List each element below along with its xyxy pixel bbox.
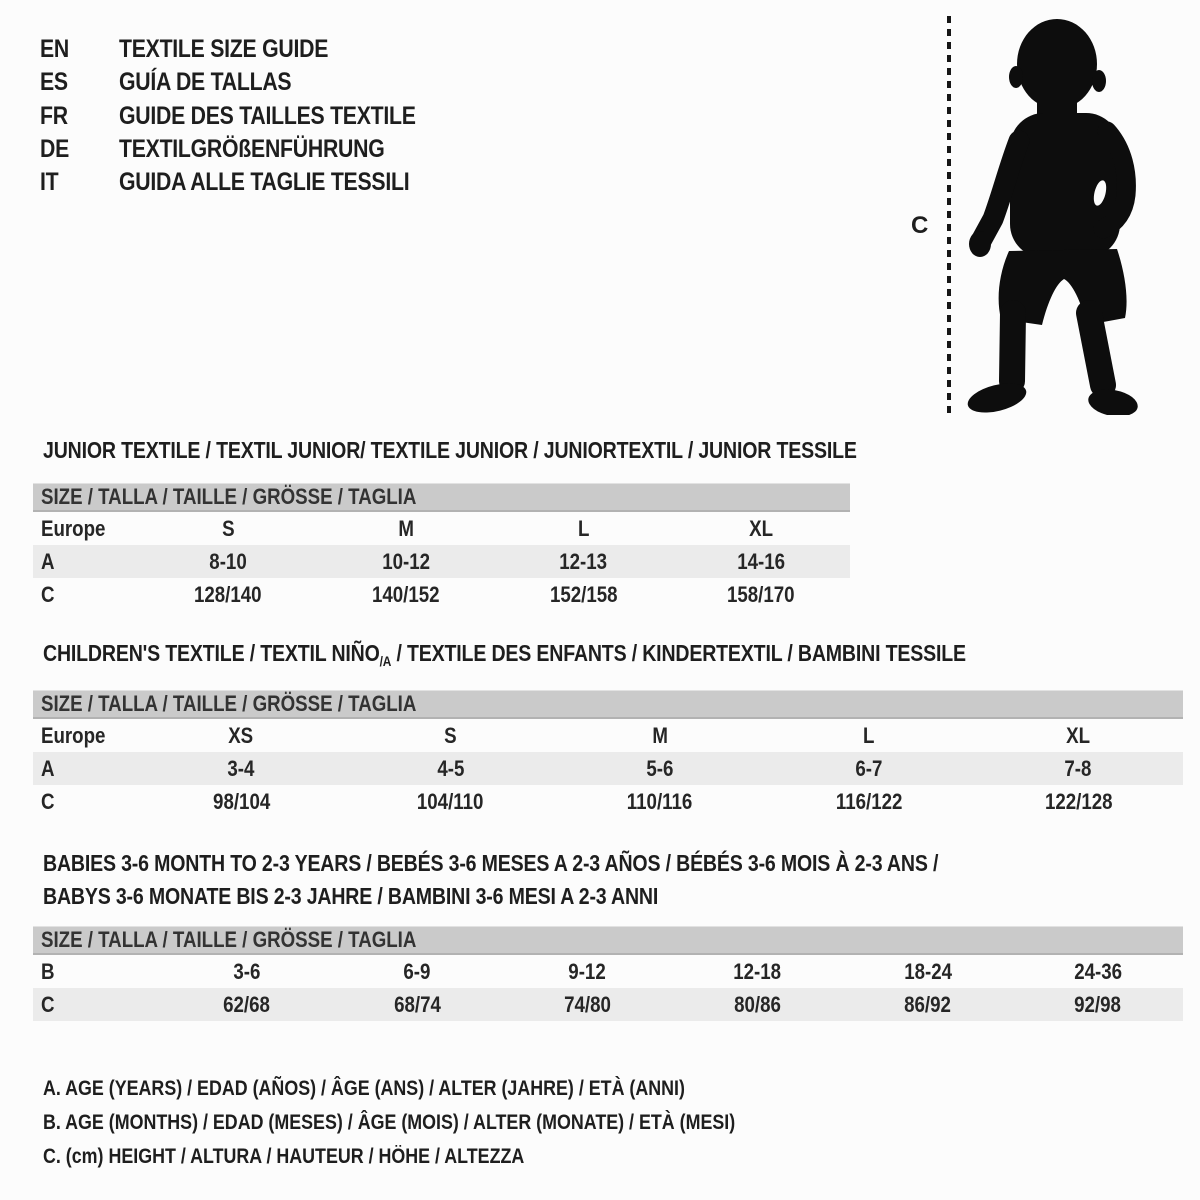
cell-text: 74/80 (563, 991, 611, 1017)
size-value-cell (139, 545, 317, 578)
size-value-cell (346, 752, 555, 785)
cell-text: 116/122 (835, 788, 903, 814)
cell-text: 128/140 (194, 581, 262, 607)
row-label-cell (33, 988, 162, 1021)
section-title-text-line2: BABYS 3-6 MONATE BIS 2-3 JAHRE / BAMBINI 3-6 MESI A 2-3 ANNI (43, 883, 659, 909)
language-title: GUÍA DE TALLAS (119, 68, 292, 97)
size-value-cell (764, 719, 973, 752)
cell-text: 10-12 (381, 548, 430, 574)
row-label-cell (33, 719, 137, 752)
footnote-a: A. AGE (YEARS) / EDAD (AÑOS) / ÂGE (ANS) / ALTER (JAHRE) / ETÀ (ANNI) (43, 1077, 685, 1100)
cell-text: 80/86 (734, 991, 781, 1017)
size-value-cell (346, 785, 555, 818)
size-value-cell (1013, 955, 1183, 988)
size-value-cell (332, 988, 502, 1021)
cell-text: C (41, 991, 55, 1017)
language-code: DE (40, 135, 70, 164)
cell-text: Europe (41, 515, 106, 541)
size-value-cell (139, 512, 317, 545)
size-value-cell (672, 578, 850, 611)
cell-text: 6-9 (403, 958, 431, 984)
cell-text: M (651, 722, 668, 748)
size-value-cell (137, 752, 346, 785)
size-value-cell (317, 545, 495, 578)
height-measure-label: C (911, 212, 929, 239)
size-value-cell (974, 785, 1183, 818)
footnote-b: B. AGE (MONTHS) / EDAD (MESES) / ÂGE (MOIS) / ALTER (MONATE) / ETÀ (MESI) (43, 1111, 736, 1134)
cell-text: Europe (41, 722, 106, 748)
language-row (40, 66, 468, 99)
cell-text: 122/128 (1044, 788, 1113, 814)
size-value-cell (555, 752, 764, 785)
row-label-cell (33, 752, 137, 785)
size-value-cell (555, 785, 764, 818)
language-title: GUIDE DES TAILLES TEXTILE (119, 101, 416, 130)
cell-text: M (397, 515, 414, 541)
size-header-text: SIZE / TALLA / TAILLE / GRÖSSE / TAGLIA (41, 927, 417, 952)
section-title-text: CHILDREN'S TEXTILE / TEXTIL $NIÑO_{/A}$ / TEXTILE DES ENFANTS / KINDERTEXTIL / BAMBINI TESSILE (43, 640, 966, 669)
section-title-babies (43, 847, 1096, 913)
size-value-cell (672, 545, 850, 578)
junior-size-table (33, 483, 850, 611)
cell-text: 8-10 (209, 548, 247, 574)
cell-text: S (221, 515, 235, 541)
cell-text: 62/68 (223, 991, 271, 1017)
cell-text: B (41, 958, 55, 984)
junior-table (33, 512, 850, 611)
silhouette-left-leg (1012, 313, 1013, 381)
size-value-cell (346, 719, 555, 752)
cell-text: 104/110 (417, 788, 484, 814)
size-value-cell (764, 752, 973, 785)
section-title-text-line1: BABIES 3-6 MONTH TO 2-3 YEARS / BEBÉS 3-6 MESES A 2-3 AÑOS / BÉBÉS 3-6 MOIS À 2-3 ANS / (43, 850, 939, 876)
language-code: EN (40, 35, 70, 64)
footnote-c: C. (cm) HEIGHT / ALTURA / HAUTEUR / HÖHE / ALTEZZA (43, 1145, 525, 1168)
child-silhouette-image (965, 13, 1145, 415)
size-value-cell (502, 955, 672, 988)
language-code: ES (40, 68, 68, 97)
size-value-cell (843, 955, 1013, 988)
size-value-cell (502, 988, 672, 1021)
language-title: TEXTILE SIZE GUIDE (119, 35, 329, 64)
table-row (33, 545, 850, 578)
cell-text: 12-18 (733, 958, 782, 984)
language-row (40, 166, 468, 199)
silhouette-right-leg (1089, 313, 1103, 385)
cell-text: XL (749, 515, 774, 541)
language-code: FR (40, 101, 68, 130)
language-row (40, 100, 468, 133)
cell-text: 7-8 (1064, 755, 1092, 781)
children-table (33, 719, 1183, 818)
table-row (33, 512, 850, 545)
row-label-cell (33, 785, 137, 818)
cell-text: A (41, 755, 55, 781)
cell-text: XL (1066, 722, 1091, 748)
size-value-cell (974, 752, 1183, 785)
row-label-cell (33, 578, 139, 611)
section-title-junior (43, 437, 1000, 464)
cell-text: S (444, 722, 457, 748)
cell-text: 140/152 (371, 581, 440, 607)
cell-text: XS (228, 722, 254, 748)
cell-text: 12-13 (559, 548, 608, 574)
size-value-cell (974, 719, 1183, 752)
language-code: IT (40, 168, 59, 197)
cell-text: 4-5 (436, 755, 464, 781)
cell-text: 3-6 (233, 958, 261, 984)
table-row (33, 752, 1183, 785)
cell-text: 14-16 (737, 548, 786, 574)
size-value-cell (317, 512, 495, 545)
cell-text: 98/104 (212, 788, 270, 814)
cell-text: C (41, 581, 55, 607)
language-title-list (40, 33, 468, 199)
size-value-cell (1013, 988, 1183, 1021)
cell-text: 3-4 (227, 755, 255, 781)
size-header-bar (33, 926, 1183, 955)
size-value-cell (332, 955, 502, 988)
size-value-cell (137, 785, 346, 818)
table-row (33, 988, 1183, 1021)
cell-text: 18-24 (903, 958, 952, 984)
cell-text: 68/74 (393, 991, 441, 1017)
size-value-cell (672, 512, 850, 545)
language-title: TEXTILGRÖßENFÜHRUNG (119, 135, 385, 164)
cell-text: 24-36 (1073, 958, 1122, 984)
cell-text: 5-6 (646, 755, 674, 781)
size-value-cell (495, 545, 673, 578)
size-value-cell (672, 988, 842, 1021)
size-value-cell (317, 578, 495, 611)
size-header-bar (33, 483, 850, 512)
cell-text: 9-12 (568, 958, 606, 984)
footnote-legend (43, 1072, 857, 1174)
language-row (40, 133, 468, 166)
size-header-text: SIZE / TALLA / TAILLE / GRÖSSE / TAGLIA (41, 484, 417, 509)
cell-text: 110/116 (626, 788, 693, 814)
babies-table (33, 955, 1183, 1021)
row-label-cell (33, 545, 139, 578)
table-row (33, 578, 850, 611)
size-value-cell (672, 955, 842, 988)
section-title-text: JUNIOR TEXTILE / TEXTIL JUNIOR/ TEXTILE JUNIOR / JUNIORTEXTIL / JUNIOR TESSILE (43, 437, 857, 463)
section-title-children (43, 640, 1129, 669)
cell-text: L (863, 722, 875, 748)
children-size-table (33, 690, 1183, 818)
cell-text: 152/158 (549, 581, 618, 607)
size-value-cell (162, 988, 332, 1021)
table-row (33, 785, 1183, 818)
size-value-cell (162, 955, 332, 988)
cell-text: 92/98 (1074, 991, 1122, 1017)
size-value-cell (139, 578, 317, 611)
table-row (33, 719, 1183, 752)
cell-text: C (41, 788, 55, 814)
size-value-cell (495, 578, 673, 611)
size-value-cell (495, 512, 673, 545)
cell-text: L (577, 515, 590, 541)
height-measure-dashed-line (947, 16, 951, 416)
cell-text: A (41, 548, 55, 574)
gender-subscript: /A (379, 653, 392, 669)
language-title: GUIDA ALLE TAGLIE TESSILI (119, 168, 410, 197)
size-header-text: SIZE / TALLA / TAILLE / GRÖSSE / TAGLIA (41, 691, 417, 716)
cell-text: 158/170 (727, 581, 795, 607)
size-value-cell (555, 719, 764, 752)
row-label-cell (33, 512, 139, 545)
language-row (40, 33, 468, 66)
size-value-cell (764, 785, 973, 818)
row-label-cell (33, 955, 162, 988)
size-value-cell (137, 719, 346, 752)
cell-text: 6-7 (855, 755, 883, 781)
size-header-bar (33, 690, 1183, 719)
table-row (33, 955, 1183, 988)
cell-text: 86/92 (904, 991, 952, 1017)
size-value-cell (843, 988, 1013, 1021)
babies-size-table (33, 926, 1183, 1021)
